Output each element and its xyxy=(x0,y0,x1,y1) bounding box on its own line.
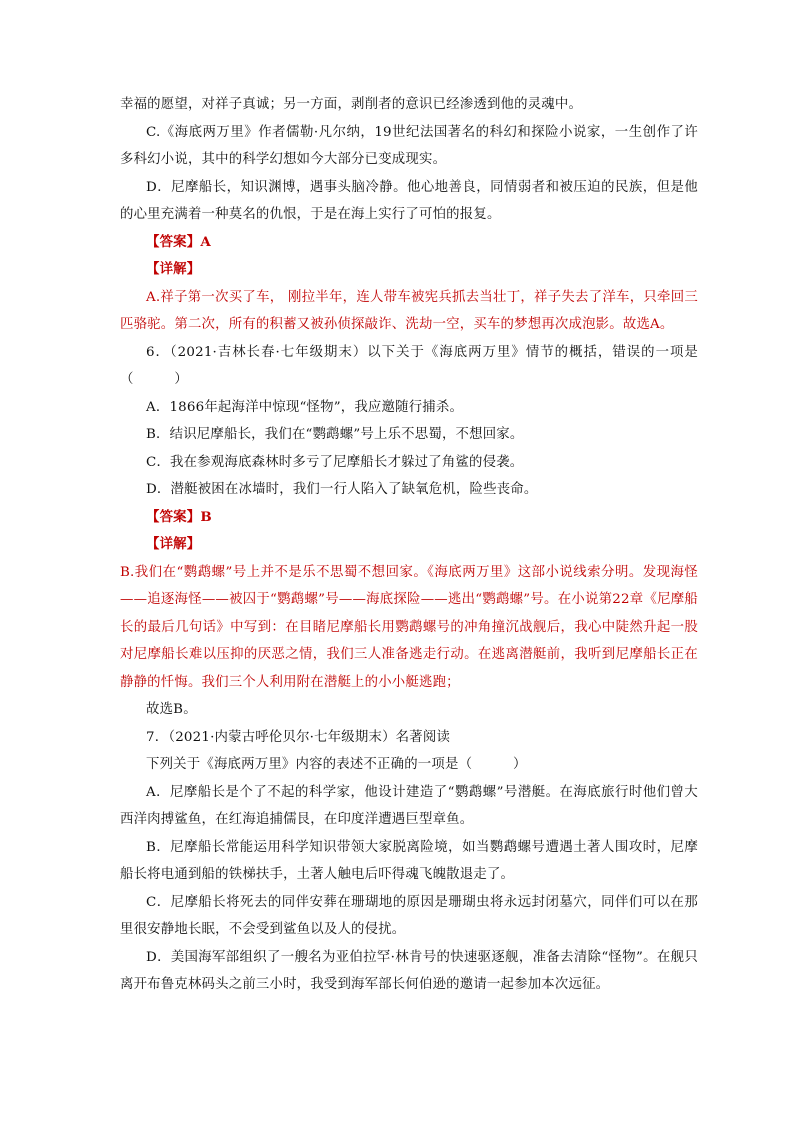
option-a-q7: A．尼摩船长是个了不起的科学家，他设计建造了“鹦鹉螺”号潜艇。在海底旅行时他们曾大西洋肉搏鲨鱼，在红海追捕儒艮，在印度洋遭遇巨型章鱼。 xyxy=(120,784,698,827)
continued-paragraph: 幸福的愿望，对祥子真诚；另一方面，剥削者的意识已经渗透到他的灵魂中。 xyxy=(120,97,583,112)
question-7-stem: 下列关于《海底两万里》内容的表述不正确的一项是（ ） xyxy=(146,757,527,772)
question-7-heading: 7．（2021·内蒙古呼伦贝尔·七年级期末）名著阅读 xyxy=(146,729,451,745)
explanation-tag-q6: 【详解】 xyxy=(146,536,201,552)
answer-tag-q5: 【答案】A xyxy=(146,233,211,250)
explanation-q6: B.我们在“鹦鹉螺”号上并不是乐不思蜀不想回家。《海底两万里》这部小说线索分明。发现海怪——追逐海怪——被囚于“鹦鹉螺”号——海底探险——逃出“鹦鹉螺”号。在小说第22章《尼摩船长的最后几句话》中写到：在目睹尼摩船长用鹦鹉螺号的冲角撞沉战舰后，我心中陡然升起一股对尼摩船长难以压抑的厌恶之情，我们三人准备逃走行动。在逃离潜艇前，我听到尼摩船长正在静静的忏悔。我们三个人利用附在潜艇上的小小艇逃跑； xyxy=(120,564,698,690)
option-b-q7: B．尼摩船长常能运用科学知识带领大家脱离险境，如当鹦鹉螺号遭遇土著人围攻时，尼摩船长将电通到船的铁梯扶手，土著人触电后吓得魂飞魄散退走了。 xyxy=(120,839,698,882)
option-c-q5: C.《海底两万里》作者儒勒·凡尔纳，19世纪法国著名的科幻和探险小说家，一生创作了许多科幻小说，其中的科学幻想如今大部分已变成现实。 xyxy=(120,124,698,167)
option-c-q6: C．我在参观海底森林时多亏了尼摩船长才躲过了角鲨的侵袭。 xyxy=(146,454,524,470)
option-a-q6: A．1866年起海洋中惊现“怪物”，我应邀随行捕杀。 xyxy=(146,399,464,415)
option-d-q5: D．尼摩船长，知识渊博，遇事头脑冷静。他心地善良，同情弱者和被压迫的民族，但是他的心里充满着一种莫名的仇恨，于是在海上实行了可怕的报复。 xyxy=(120,179,698,222)
option-b-q6: B．结识尼摩船长，我们在“鹦鹉螺”号上乐不思蜀，不想回家。 xyxy=(146,427,524,442)
option-c-q7: C．尼摩船长将死去的同伴安葬在珊瑚地的原因是珊瑚虫将永远封闭墓穴，同伴们可以在那里很安静地长眠，不会受到鲨鱼以及人的侵扰。 xyxy=(120,894,698,937)
option-d-q6: D．潜艇被困在冰墙时，我们一行人陷入了缺氧危机，险些丧命。 xyxy=(146,482,538,497)
question-6: 6．（2021·吉林长春·七年级期末）以下关于《海底两万里》情节的概括，错误的一项是（ ） xyxy=(120,344,698,387)
explanation-tag-q5: 【详解】 xyxy=(146,261,201,277)
document-body xyxy=(120,91,698,999)
option-d-q7: D．美国海军部组织了一艘名为亚伯拉罕·林肯号的快速驱逐舰，准备去清除“怪物”。在舰只离开布鲁克林码头之前三小时，我受到海军部长何伯逊的邀请一起参加本次远征。 xyxy=(120,949,698,992)
answer-tag-q6: 【答案】B xyxy=(146,508,212,525)
conclusion-q6: 故选B。 xyxy=(146,702,197,717)
explanation-q5: A.祥子第一次买了车， 刚拉半年，连人带车被宪兵抓去当壮丁，祥子失去了洋车，只牵回三匹骆驼。第二次，所有的积蓄又被孙侦探敲诈、洗劫一空，买车的梦想再次成泡影。故选A。 xyxy=(120,289,698,332)
